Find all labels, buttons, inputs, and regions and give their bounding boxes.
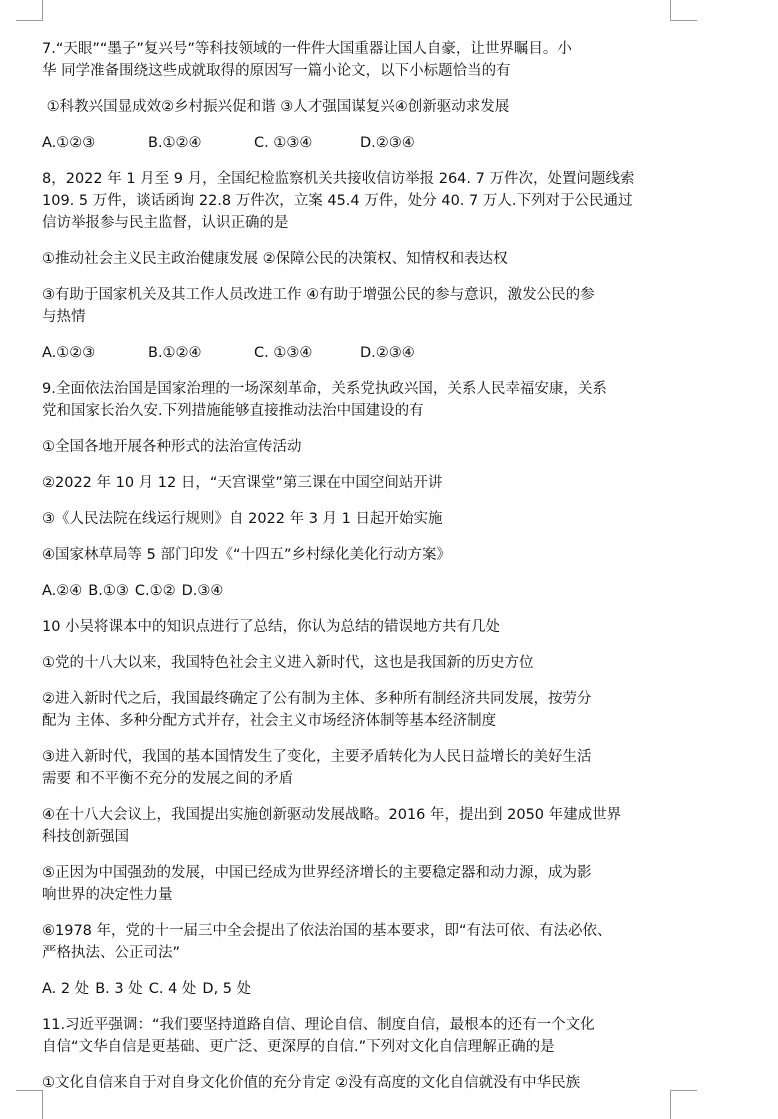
q10-statement-3: ③进入新时代，我国的基本国情发生了变化，主要矛盾转化为人民日益增长的美好生活 需要 和不平衡不充分的发展之间的矛盾 xyxy=(42,749,592,787)
crop-mark-bottom-left-v xyxy=(42,1090,43,1119)
q8-option-d: D.②③④ xyxy=(360,345,415,361)
q8-statement-1: ①推动社会主义民主政治健康发展 ②保障公民的决策权、知情权和表达权 xyxy=(42,251,508,267)
q10-option-a: A. 2 处 xyxy=(42,981,90,997)
q7-options xyxy=(42,132,692,154)
q10-options xyxy=(42,978,692,1000)
q10-statement-5: ⑤正因为中国强劲的发展，中国已经成为世界经济增长的主要稳定器和动力源，成为影 响世界的决定性力量 xyxy=(42,865,592,903)
q10-option-c: C. 4 处 xyxy=(148,981,197,997)
crop-mark-top-right-h xyxy=(670,20,697,21)
crop-mark-top-left-h xyxy=(16,20,43,21)
document-body xyxy=(42,38,692,1094)
crop-mark-bottom-right-v xyxy=(670,1090,671,1119)
q7-stem: 7.“天眼”“墨子”复兴号”等科技领域的一件件大国重器让国人自豪，让世界瞩目。小 华 同学准备围绕这些成就取得的原因写一篇小论文，以下小标题恰当的有 xyxy=(42,41,572,79)
q10-statement-2: ②进入新时代之后，我国最终确定了公有制为主体、多种所有制经济共同发展，按劳分 配为 主体、多种分配方式并存，社会主义市场经济体制等基本经济制度 xyxy=(42,691,592,729)
q10-statement-1: ①党的十八大以来，我国特色社会主义进入新时代，这也是我国新的历史方位 xyxy=(42,655,534,671)
q7-option-d: D.②③④ xyxy=(360,135,415,151)
q9-option-c: C.①② xyxy=(134,583,176,599)
q10-statement-4: ④在十八大会议上，我国提出实施创新驱动发展战略。2016 年，提出到 2050 年建成世界 科技创新强国 xyxy=(42,807,622,845)
q8-option-a: A.①②③ xyxy=(42,345,96,361)
crop-mark-bottom-left-h xyxy=(16,1090,43,1091)
q9-option-b: B.①③ xyxy=(88,583,129,599)
q10-option-b: B. 3 处 xyxy=(95,981,143,997)
q9-statement-3: ③《人民法院在线运行规则》自 2022 年 3 月 1 日起开始实施 xyxy=(42,511,443,527)
q9-stem: 9.全面依法治国是国家治理的一场深刻革命，关系党执政兴国，关系人民幸福安康，关系 党和国家长治久安.下列措施能够直接推动法治中国建设的有 xyxy=(42,381,607,419)
q7-statement: ①科教兴国显成效②乡村振兴促和谐 ③人才强国谋复兴④创新驱动求发展 xyxy=(42,99,510,115)
q8-option-c: C. ①③④ xyxy=(254,345,313,361)
q9-options xyxy=(42,580,692,602)
q11-statement-1: ①文化自信来自于对自身文化价值的充分肯定 ②没有高度的文化自信就没有中华民族 xyxy=(42,1075,581,1091)
q10-statement-6: ⑥1978 年，党的十一届三中全会提出了依法治国的基本要求，即“有法可依、有法必依、 严格执法、公正司法” xyxy=(42,923,612,961)
crop-mark-top-left-v xyxy=(42,0,43,21)
q9-option-d: D.③④ xyxy=(181,583,224,599)
q9-option-a: A.②④ xyxy=(42,583,83,599)
q9-statement-1: ①全国各地开展各种形式的法治宣传活动 xyxy=(42,439,302,455)
crop-mark-top-right-v xyxy=(670,0,671,21)
q8-statement-2: ③有助于国家机关及其工作人员改进工作 ④有助于增强公民的参与意识，激发公民的参 与热情 xyxy=(42,287,595,325)
q9-statement-4: ④国家林草局等 5 部门印发《“十四五”乡村绿化美化行动方案》 xyxy=(42,547,451,563)
q11-stem: 11.习近平强调：“我们要坚持道路自信、理论自信、制度自信，最根本的还有一个文化 自信“文华自信是更基础、更广泛、更深厚的自信.”下列对文化自信理解正确的是 xyxy=(42,1017,595,1055)
q10-stem: 10 小吴将课本中的知识点进行了总结，你认为总结的错误地方共有几处 xyxy=(42,619,501,635)
q10-option-d: D, 5 处 xyxy=(202,981,252,997)
q8-options xyxy=(42,342,692,364)
q8-stem: 8，2022 年 1 月至 9 月，全国纪检监察机关共接收信访举报 264. 7 万件次，处置问题线索 109. 5 万件，谈话函询 22.8 万件次，立案 45.4 万件，处分 40. 7 万人.下列对于公民通过 信访举报参与民主监督，认识正确的是 xyxy=(42,171,635,231)
q7-option-a: A.①②③ xyxy=(42,135,96,151)
q8-option-b: B.①②④ xyxy=(148,345,202,361)
q7-option-b: B.①②④ xyxy=(148,135,202,151)
q9-statement-2: ②2022 年 10 月 12 日，“天宫课堂”第三课在中国空间站开讲 xyxy=(42,475,443,491)
q7-option-c: C. ①③④ xyxy=(254,135,313,151)
